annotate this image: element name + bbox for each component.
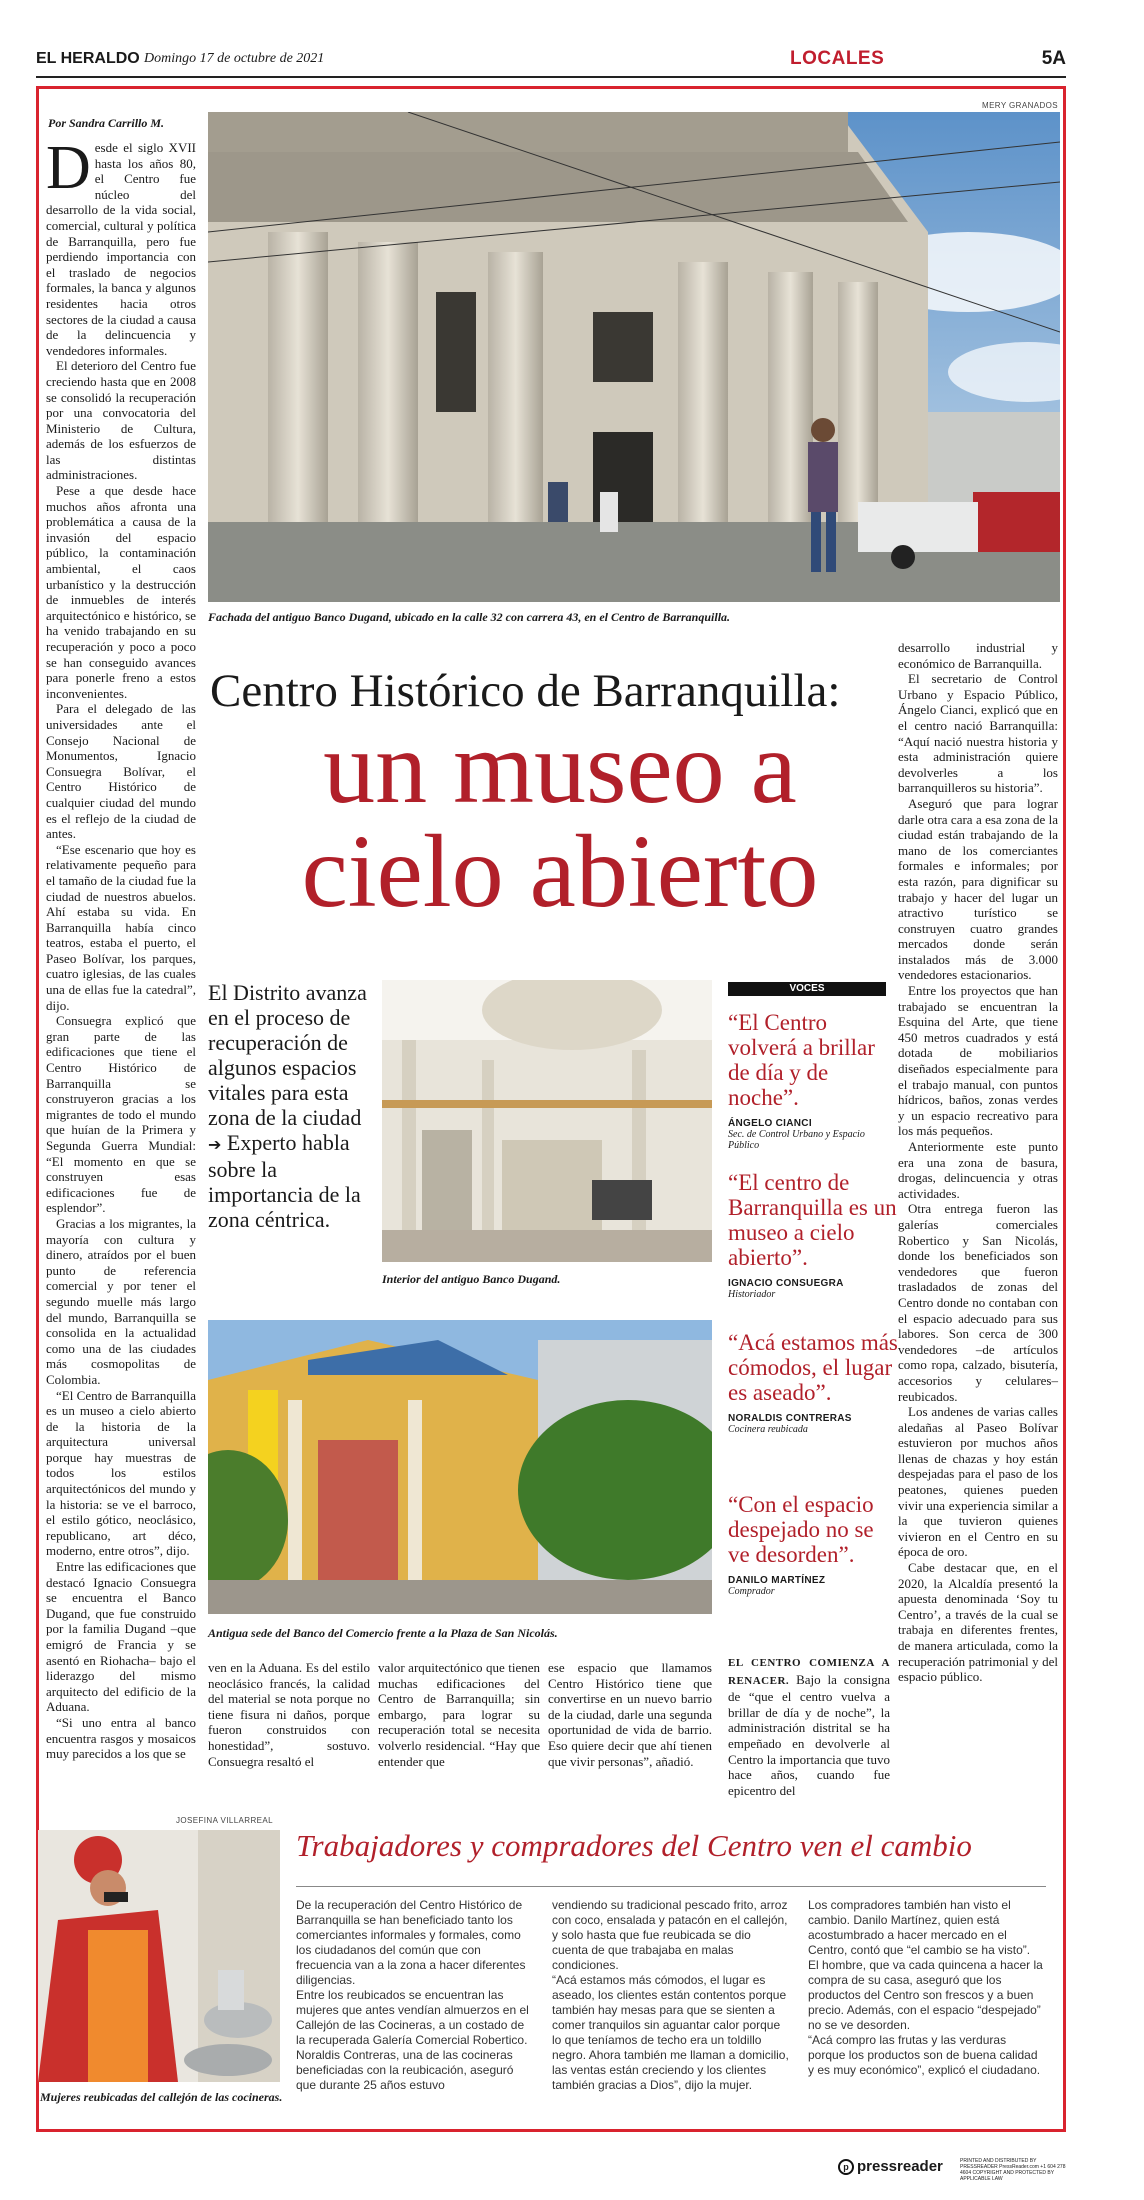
pressreader-icon: p bbox=[838, 2159, 854, 2175]
deck-text-2: Experto habla sobre la importancia de la zona céntrica. bbox=[208, 1130, 361, 1232]
interior-photo-caption: Interior del antiguo Banco Dugand. bbox=[382, 1272, 561, 1286]
paragraph: Entre las edificaciones que destacó Ignacio Consuegra se encuentra el Banco Dugand, que fue construido por la familia Dugand –que emigró de Francia y se asentó en Riohacha– bajo el liderazgo del mismo arquitecto del edificio de la Aduana. bbox=[46, 1559, 196, 1715]
sidebar-column-1: De la recuperación del Centro Histórico de Barranquilla se han beneficiado tanto los comerciantes informales y formales, como los ciudadanos del común que con frecuencia van a la zona a hacer diferentes diligencias. Entre los reubicados se encuentran las mujeres que antes vendían almuerzos en el Callejón de las Cocineras, a un costado de la recuperada Galería Comercial Robertico. Noraldis Contreras, una de las cocineras beneficiadas con la reubicación, aseguró que durante 25 años estuvo bbox=[296, 1898, 529, 2092]
quote-cianci bbox=[728, 1010, 898, 1151]
main-photo-caption: Fachada del antiguo Banco Dugand, ubicado en la calle 32 con carrera 43, en el Centro de Barranquilla. bbox=[208, 610, 731, 624]
pressreader-logo bbox=[838, 2158, 943, 2175]
quote-role: Historiador bbox=[728, 1289, 776, 1300]
pressreader-fineprint: PRINTED AND DISTRIBUTED BY PRESSREADER PressReader.com +1 604 278 4604 COPYRIGHT AND PROTECTED BY APPLICABLE LAW bbox=[960, 2158, 1066, 2182]
arrow-right-icon: ➔ bbox=[208, 1135, 222, 1154]
voces-label: VOCES bbox=[728, 982, 886, 996]
paragraph: El deterioro del Centro fue creciendo hasta que en 2008 se consolidó la recuperación por una convocatoria del Ministerio de Cultura, además de los esfuerzos de las distintas administraciones. bbox=[46, 358, 196, 483]
paragraph: esde el siglo XVII hasta los años 80, el Centro fue núcleo del desarrollo de la vida social, comercial, cultural y política de Barranquilla, pero fue perdiendo importancia con el traslado de negocios formales, la banca y algunos residentes hacia otros sectores de la ciudad a causa de la delincuencia y vendedores informales. bbox=[46, 140, 196, 358]
paragraph: Cabe destacar que, en el 2020, la Alcaldía presentó la apuesta denominada ‘Soy tu Centro’, a través de la cual se trabaja en diferentes frentes, de manera articulada, como la recuperación patrimonial y del espacio público. bbox=[898, 1560, 1058, 1685]
byline: Por Sandra Carrillo M. bbox=[48, 116, 165, 130]
paragraph: Bajo la consigna de “que el centro vuelva a brillar de día y de noche”, la administración distrital se ha empeñado en devolverle al Centro la importancia que tuvo hace años, cuando fue epicentro del bbox=[728, 1671, 890, 1798]
cocineras-photo bbox=[38, 1830, 280, 2082]
column-5 bbox=[728, 1654, 890, 1798]
quote-role: Sec. de Control Urbano y Espacio Público bbox=[728, 1129, 865, 1151]
quote-name: DANILO MARTÍNEZ bbox=[728, 1575, 826, 1586]
quote-name: IGNACIO CONSUEGRA bbox=[728, 1278, 844, 1289]
quote-text: “Con el espacio despejado no se ve desorden”. bbox=[728, 1492, 874, 1567]
sidebar-title: Trabajadores y compradores del Centro ven el cambio bbox=[296, 1828, 972, 1863]
masthead bbox=[36, 46, 1066, 76]
pressreader-badge bbox=[838, 2156, 1066, 2184]
paragraph: Anteriormente este punto era una zona de basura, drogas, delincuencia y otras actividades. bbox=[898, 1139, 1058, 1201]
section-kicker: EL CENTRO COMIENZA A RENACER. bbox=[728, 1657, 890, 1687]
page-number: 5A bbox=[1041, 48, 1066, 69]
column-6 bbox=[898, 640, 1058, 1685]
column-4: ese espacio que llamamos Centro Histórico tiene que convertirse en un nuevo barrio de la ciudad, darle una segunda oportunidad de vida de barrio. Eso quiere decir que ahí tienen que vivir personas”, añadió. bbox=[548, 1660, 712, 1769]
paragraph: Gracias a los migrantes, la mayoría con cultura y dinero, atraídos por el buen punto de referencia comercial y por tener el segundo muelle más largo del mundo, Barranquilla se consolida en la actualidad como una de las ciudades más cosmopolitas de Colombia. bbox=[46, 1215, 196, 1387]
headline-kicker: Centro Histórico de Barranquilla: bbox=[210, 665, 841, 717]
quote-text: “El centro de Barranquilla es un museo a cielo abierto”. bbox=[728, 1170, 897, 1270]
cocineras-photo-caption: Mujeres reubicadas del callejón de las cocineras. bbox=[40, 2090, 283, 2104]
photo-credit: MERY GRANADOS bbox=[982, 101, 1059, 110]
paragraph: Consuegra explicó que gran parte de las edificaciones que tiene el Centro Histórico de Barranquilla se construyeron gracias a los migrantes de todo el mundo que huían de la Primera y Segunda Guerra Mundial: “El momento en que se construyen esas edificaciones fue de esplendor”. bbox=[46, 1013, 196, 1216]
masthead-rule bbox=[36, 76, 1066, 78]
section-name: LOCALES bbox=[790, 48, 885, 69]
headline-main-line-2: cielo abierto bbox=[301, 814, 819, 929]
quote-role: Cocinera reubicada bbox=[728, 1424, 808, 1435]
paragraph: Para el delegado de las universidades ante el Consejo Nacional de Monumentos, Ignacio Consuegra Bolívar, el Centro Histórico de cualquier ciudad del mundo es el reflejo de la ciudad de antes. bbox=[46, 701, 196, 842]
pressreader-brand: pressreader bbox=[857, 2158, 943, 2175]
sidebar-rule bbox=[296, 1886, 1046, 1887]
quote-martinez bbox=[728, 1492, 898, 1597]
headline-main-line-1: un museo a bbox=[323, 710, 797, 825]
quote-role: Comprador bbox=[728, 1586, 775, 1597]
sidebar-column-2: vendiendo su tradicional pescado frito, arroz con coco, ensalada y patacón en el callejón, y solo hasta que fue reubicada se dio cuenta de que trabajaba en malas condiciones. “Acá estamos más cómodos, el lugar es aseado, los clientes están contentos porque también hay mesas para que se sienten a comer tranquilos sin aguantar calor porque lo que teníamos de techo era un toldillo negro. Ahora también me llaman a domicilio, las ventas están creciendo y los clientes también gracias a Dios”, dijo la mujer. bbox=[552, 1898, 789, 2092]
quote-text: “Acá estamos más cómodos, el lugar es aseado”. bbox=[728, 1330, 898, 1405]
paragraph: Entre los proyectos que han trabajado se encuentran la Esquina del Arte, que tiene 450 metros cuadrados y está dotada de mobiliarios diseñados especialmente para el trabajo manual, con puntos hídricos, baños, zonas verdes y un espacio recreativo para los más pequeños. bbox=[898, 983, 1058, 1139]
deck-text: El Distrito avanza en el proceso de recuperación de algunos espacios vitales para esta zona de la ciudad bbox=[208, 980, 367, 1130]
quote-name: ÁNGELO CIANCI bbox=[728, 1118, 812, 1129]
paragraph: Los andenes de varias calles aledañas al Paseo Bolívar estuvieron por muchos años llenas de chazas y hoy están despejadas para el paso de los peatones, quienes pueden vivir una experiencia similar a la que tuvieron quienes vivieron en el Centro en su época de oro. bbox=[898, 1404, 1058, 1560]
paragraph: Pese a que desde hace muchos años afronta una problemática a causa de la invasión del espacio público, la contaminación ambiental, el caos urbanístico y la destrucción de inmuebles de interés arquitectónico e histórico, se ha venido trabajando en su recuperación y poco a poco se han conseguido avances para ponerle freno a estos inconvenientes. bbox=[46, 483, 196, 701]
interior-photo bbox=[382, 980, 712, 1262]
comercio-photo bbox=[208, 1320, 712, 1614]
paragraph: Otra entrega fueron las galerías comerciales Robertico y San Nicolás, donde los beneficiados son vendedores que fueron trasladados de zonas del Centro donde no contaban con el espacio adecuado para sus labores. Son cerca de 300 vendedores –de artículos como ropa, calzado, bisutería, accesorios y celulares– reubicados. bbox=[898, 1201, 1058, 1404]
paragraph: Aseguró que para lograr darle otra cara a esa zona de la ciudad están trabajando de la mano de los comerciantes formales e informales; por esta razón, para dignificar su trabajo y hacer del lugar un atractivo turístico se construyen cuatro grandes mercados donde serán instalados más de 3.000 vendedores estacionarios. bbox=[898, 795, 1058, 983]
drop-cap: D bbox=[46, 134, 91, 202]
quote-contreras bbox=[728, 1330, 898, 1435]
paragraph: El secretario de Control Urbano y Espacio Público, Ángelo Cianci, explicó que en el centro nació Barranquilla: “Aquí nació nuestra historia y esta administración quiere devolverles a los barranquilleros su historia”. bbox=[898, 671, 1058, 796]
main-photo-banco-dugand bbox=[208, 112, 1060, 602]
quote-text: “El Centro volverá a brillar de día y de noche”. bbox=[728, 1010, 875, 1110]
quote-consuegra bbox=[728, 1170, 898, 1300]
quote-name: NORALDIS CONTRERAS bbox=[728, 1413, 852, 1424]
paragraph: “Ese escenario que hoy es relativamente pequeño para el tamaño de la ciudad fue la ciudad de nuestros abuelos. Ahí estaba su vida. En Barranquilla había cinco teatros, estaba el puerto, el Paseo Bolívar, los parques, cuatro iglesias, de las cuales una de ellas fue la catedral”, dijo. bbox=[46, 841, 196, 1013]
sidebar-column-3: Los compradores también han visto el cambio. Danilo Martínez, quien está acostumbrado a hacer mercado en el Centro, contó que “el cambio se ha visto”. El hombre, que va cada quincena a hacer la compra de su casa, aseguró que los productos del Centro son frescos y a buen precio. Además, con el espacio “despejado” no se ve desorden. “Acá compro las frutas y las verduras porque los productos son de buena calidad y es muy económico”, explicó el ciudadano. bbox=[808, 1898, 1043, 2077]
photo-credit: JOSEFINA VILLARREAL bbox=[176, 1816, 273, 1825]
issue-date: Domingo 17 de octubre de 2021 bbox=[144, 51, 325, 66]
newspaper-name: EL HERALDO bbox=[36, 50, 140, 67]
comercio-photo-caption: Antigua sede del Banco del Comercio frente a la Plaza de San Nicolás. bbox=[208, 1626, 558, 1640]
column-1 bbox=[46, 134, 196, 1762]
paragraph: “Si uno entra al banco encuentra rasgos y mosaicos muy parecidos a los que se bbox=[46, 1714, 196, 1762]
paragraph: desarrollo industrial y económico de Barranquilla. bbox=[898, 640, 1058, 671]
column-3: valor arquitectónico que tienen muchas edificaciones del Centro de Barranquilla; sin embargo, para lograr su recuperación total se necesita volverlo residencial. “Hay que entender que bbox=[378, 1660, 540, 1769]
column-2: ven en la Aduana. Es del estilo neoclásico francés, la calidad del material se nota porque no tiene fisura ni daños, porque fueron construidos con honestidad”, sostuvo. Consuegra resaltó el bbox=[208, 1660, 370, 1769]
paragraph: “El Centro de Barranquilla es un museo a cielo abierto de la historia de la arquitectura universal porque hay muestras de todos los estilos arquitectónicos del mundo y la historia: se ve el barroco, el estilo gótico, neoclásico, republicano, art déco, moderno, entre otros”, dijo. bbox=[46, 1387, 196, 1559]
deck bbox=[208, 980, 368, 1232]
